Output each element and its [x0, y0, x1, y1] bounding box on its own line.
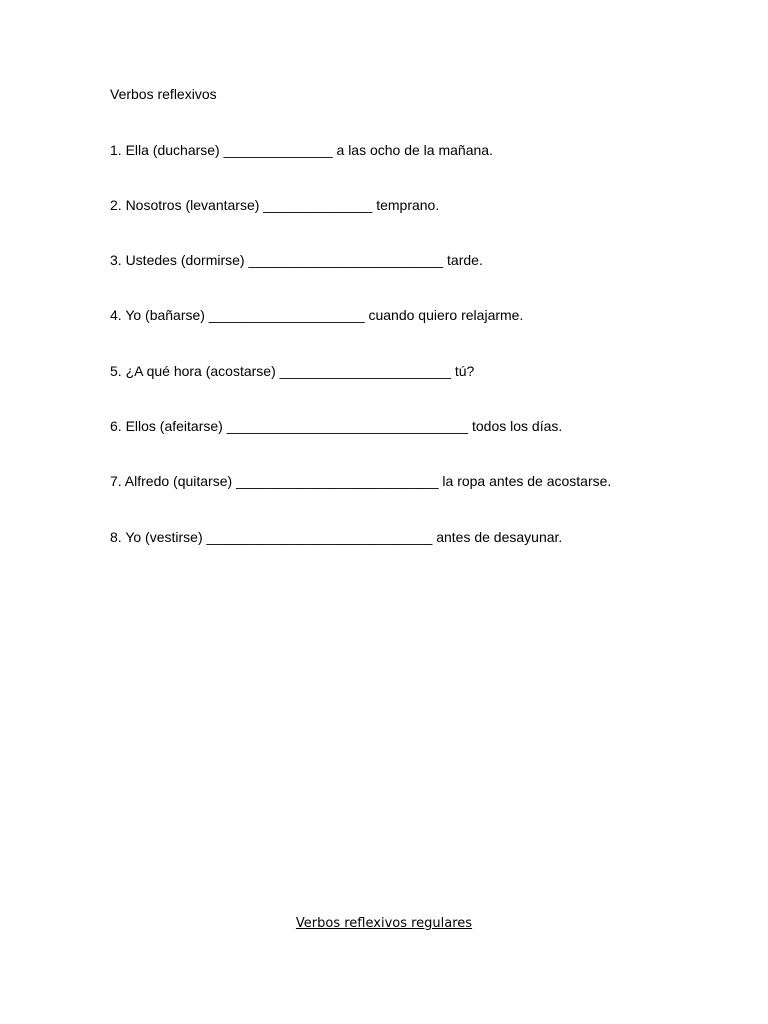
exercise-suffix: temprano.: [372, 197, 440, 213]
exercise-prefix: 7. Alfredo (quitarse): [110, 473, 237, 489]
answer-blank: ______________: [263, 197, 373, 213]
exercise-prefix: 6. Ellos (afeitarse): [110, 418, 227, 434]
exercise-prefix: 2. Nosotros (levantarse): [110, 197, 264, 213]
exercise-suffix: antes de desayunar.: [432, 529, 563, 545]
exercise-prefix: 3. Ustedes (dormirse): [110, 252, 249, 268]
section-title: Verbos reflexivos regulares: [295, 916, 473, 931]
exercise-line-1: [110, 141, 493, 159]
answer-blank: ______________: [223, 142, 333, 158]
exercise-suffix: cuando quiero relajarme.: [364, 307, 524, 323]
exercise-line-2: [110, 196, 439, 214]
answer-blank: _____________________________: [206, 529, 433, 545]
exercise-suffix: a las ocho de la mañana.: [332, 142, 493, 158]
exercise-prefix: 1. Ella (ducharse): [110, 142, 224, 158]
document-heading: Verbos reflexivos: [110, 86, 217, 102]
answer-blank: _________________________: [248, 252, 444, 268]
exercise-suffix: tú?: [450, 363, 475, 379]
exercise-line-3: [110, 251, 483, 269]
answer-blank: __________________________: [236, 473, 439, 489]
answer-blank: _______________________________: [226, 418, 469, 434]
exercise-prefix: 4. Yo (bañarse): [110, 307, 209, 323]
answer-blank: ______________________: [279, 363, 451, 379]
exercise-line-4: [110, 306, 523, 324]
exercise-line-6: [110, 417, 562, 435]
answer-blank: ____________________: [208, 307, 365, 323]
exercise-prefix: 8. Yo (vestirse): [110, 529, 207, 545]
exercise-suffix: tarde.: [443, 252, 483, 268]
exercise-suffix: todos los días.: [468, 418, 563, 434]
exercise-suffix: la ropa antes de acostarse.: [438, 473, 612, 489]
exercise-line-5: [110, 362, 474, 380]
exercise-prefix: 5. ¿A qué hora (acostarse): [110, 363, 280, 379]
exercise-line-7: [110, 472, 611, 490]
exercise-line-8: [110, 528, 562, 546]
